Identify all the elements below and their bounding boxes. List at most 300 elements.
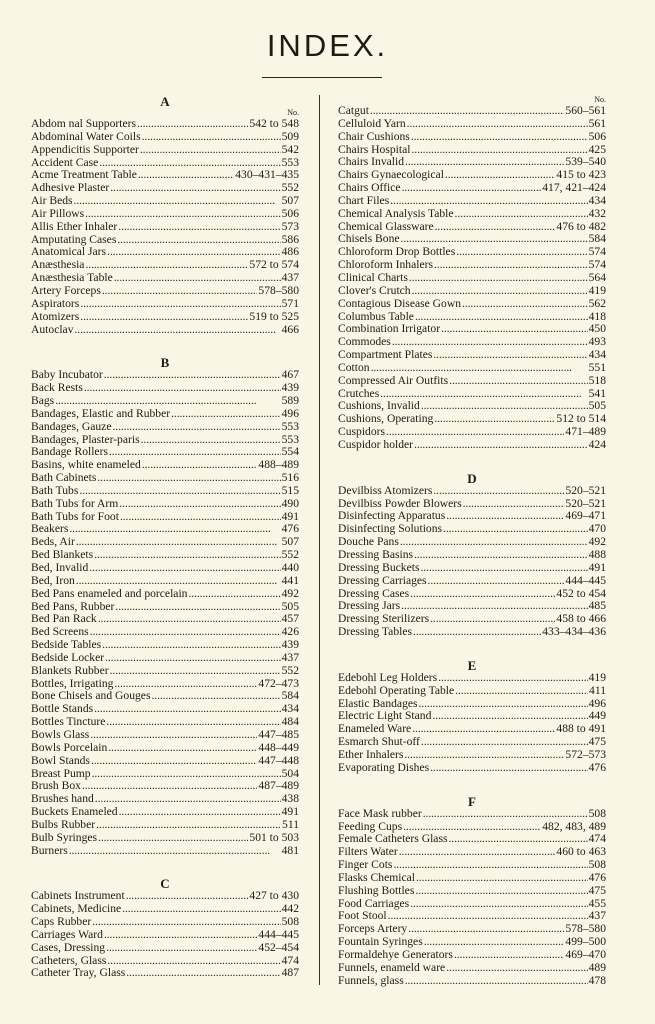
leader-dots	[106, 942, 257, 955]
entry-page: 475	[588, 883, 606, 897]
entry-page: 437	[281, 271, 299, 285]
entry-page: 434	[588, 193, 606, 207]
leader-dots	[456, 246, 587, 259]
index-entry	[338, 105, 606, 118]
entry-name: Bone Chisels and Gouges	[31, 689, 151, 703]
leader-dots	[434, 259, 588, 272]
leader-dots	[92, 768, 281, 781]
entry-page: 430–431–435	[235, 168, 299, 182]
leader-dots	[102, 285, 258, 298]
entry-name: Commodes	[338, 335, 391, 349]
number-column-label: No.	[287, 108, 299, 117]
leader-dots	[115, 601, 280, 614]
index-entry	[338, 272, 606, 285]
entry-page: 474	[588, 832, 606, 846]
entry-page: 437	[281, 650, 299, 664]
index-entry	[31, 208, 299, 221]
entry-name: Bath Tubs for Arm	[31, 496, 119, 510]
index-entry	[31, 967, 299, 980]
entry-page: 574	[588, 258, 606, 272]
entry-page: 449	[588, 709, 606, 723]
entry-name: Bowls Porcelain	[31, 740, 108, 754]
index-entry	[31, 118, 299, 131]
index-entry	[338, 975, 606, 988]
entry-page: 437	[588, 909, 606, 923]
leader-dots	[412, 285, 588, 298]
leader-dots	[446, 962, 587, 975]
index-entry	[31, 195, 299, 208]
leader-dots	[399, 846, 556, 859]
leader-dots	[102, 639, 280, 652]
entry-name: Foot Stool	[338, 909, 387, 923]
entry-page: 553	[281, 155, 299, 169]
entry-page: 508	[588, 806, 606, 820]
entry-name: Columbus Table	[338, 309, 414, 323]
entry-name: Bowl Stands	[31, 753, 90, 767]
title-rule	[262, 77, 382, 78]
entry-name: Chloroform Inhalers	[338, 258, 433, 272]
entry-name: Compressed Air Outfits	[338, 373, 449, 387]
entry-name: Feeding Cups	[338, 819, 403, 833]
entry-page: 493	[588, 335, 606, 349]
leader-dots	[434, 413, 555, 426]
leader-dots	[433, 485, 564, 498]
entry-page: 476	[588, 870, 606, 884]
leader-dots	[91, 755, 257, 768]
entry-name: Abdom nal Supporters	[31, 117, 136, 130]
entry-name: Dressing Cases	[338, 586, 410, 600]
index-entry	[338, 885, 606, 898]
leader-dots	[410, 588, 555, 601]
leader-dots	[98, 613, 281, 626]
leader-dots	[105, 652, 281, 665]
leader-dots	[423, 808, 588, 821]
leader-dots	[435, 221, 556, 234]
entry-name: Face Mask rubber	[338, 806, 422, 820]
index-entry	[338, 131, 606, 144]
entry-page: 425	[588, 142, 606, 156]
entry-page: 509	[281, 129, 299, 143]
entry-page: 415 to 423	[556, 168, 606, 182]
leader-dots	[424, 936, 565, 949]
leader-dots	[126, 967, 280, 980]
index-entry	[338, 872, 606, 885]
entry-name: Enameled Ware	[338, 722, 412, 736]
entry-page: 552	[281, 181, 299, 195]
entry-page: 419	[588, 283, 606, 297]
leader-dots	[404, 749, 564, 762]
entry-name: Disinfecting Apparatus	[338, 509, 446, 523]
entry-name: Esmarch Shut-off	[338, 735, 420, 749]
entry-name: Atomizers	[31, 309, 80, 323]
index-entry	[31, 665, 299, 678]
index-entry	[31, 845, 299, 858]
entry-name: Clover's Crutch	[338, 283, 411, 297]
entry-page: 552	[281, 548, 299, 562]
leader-dots	[84, 382, 281, 395]
entry-page: 571	[281, 296, 299, 310]
entry-name: Fountain Syringes	[338, 935, 423, 949]
leader-dots	[114, 272, 281, 285]
index-entry	[338, 859, 606, 872]
entry-page: 442	[281, 902, 299, 916]
leader-dots	[76, 575, 281, 588]
entry-page: 511	[282, 817, 299, 831]
index-entry	[338, 426, 606, 439]
entry-name: Chairs Hospital	[338, 142, 411, 156]
entry-name: Bedside Tables	[31, 638, 102, 652]
index-entry	[338, 575, 606, 588]
entry-page: 485	[588, 599, 606, 613]
entry-page: 433–434–436	[542, 625, 606, 639]
section-letter: D	[467, 470, 477, 486]
entry-page: 553	[281, 432, 299, 446]
leader-dots	[79, 485, 280, 498]
index-entry	[338, 362, 606, 375]
entry-name: Autoclav	[31, 322, 74, 336]
entry-name: Baby Incubator	[31, 368, 103, 382]
index-entry	[31, 285, 299, 298]
entry-page: 491	[281, 509, 299, 523]
entry-page: 440	[281, 561, 299, 574]
section-letter: C	[160, 876, 170, 892]
entry-page: 469–470	[565, 947, 606, 961]
entry-name: Cotton	[338, 360, 370, 374]
leader-dots	[393, 859, 587, 872]
index-entry	[338, 685, 606, 698]
entry-page: 487	[281, 966, 299, 980]
entry-name: Breast Pump	[31, 766, 91, 780]
entry-name: Bed Blankets	[31, 548, 94, 562]
index-entry	[31, 421, 299, 434]
entry-name: Chairs Gynaecological	[338, 168, 444, 182]
leader-dots	[371, 362, 588, 375]
entry-page: 561	[588, 116, 606, 130]
entry-name: Cabinets Instrument	[31, 889, 125, 903]
entry-page: 448–449	[258, 740, 299, 754]
entry-name: Dressing Tables	[338, 625, 413, 639]
leader-dots	[90, 626, 281, 639]
leader-dots	[388, 910, 588, 923]
leader-dots	[89, 562, 280, 575]
leader-dots	[85, 208, 280, 221]
entry-page: 499–500	[565, 935, 606, 949]
leader-dots	[409, 272, 588, 285]
entry-page: 447–448	[258, 753, 299, 767]
entry-page: 505	[281, 599, 299, 613]
index-entry	[31, 916, 299, 929]
entry-name: Aspirators	[31, 296, 80, 310]
entry-page: 452 to 454	[556, 586, 606, 600]
index-entry	[338, 808, 606, 821]
entry-name: Catgut	[338, 104, 369, 117]
entry-name: Evaporating Dishes	[338, 760, 430, 774]
entry-page: 516	[281, 471, 299, 485]
entry-name: Bed Pans enameled and porcelain	[31, 586, 188, 600]
entry-page: 501 to 503	[249, 830, 299, 844]
entry-name: Anæsthesia Table	[31, 271, 113, 285]
entry-name: Basins, white enameled	[31, 458, 141, 472]
index-entry	[338, 298, 606, 311]
index-entry	[338, 118, 606, 131]
entry-page: 475	[588, 735, 606, 749]
leader-dots	[405, 975, 588, 988]
index-entry	[31, 395, 299, 408]
entry-name: Cabinets, Medicine	[31, 902, 122, 916]
leader-dots	[97, 472, 280, 485]
column-divider	[319, 95, 320, 985]
index-entry	[31, 498, 299, 511]
entry-page: 573	[281, 219, 299, 233]
entry-name: Dressing Jars	[338, 599, 401, 613]
entry-name: Bath Tubs for Foot	[31, 509, 119, 523]
entry-page: 487–489	[258, 779, 299, 793]
leader-dots	[420, 562, 587, 575]
index-entry	[31, 311, 299, 324]
entry-page: 492	[588, 535, 606, 549]
entry-page: 419	[588, 670, 606, 684]
entry-name: Chemical Analysis Table	[338, 206, 454, 220]
entry-page: 506	[281, 206, 299, 220]
entry-name: Devilbiss Powder Blowers	[338, 496, 462, 510]
index-entry	[338, 672, 606, 685]
entry-page: 444–445	[565, 573, 606, 587]
leader-dots	[455, 208, 588, 221]
leader-dots	[107, 955, 280, 968]
leader-dots	[441, 323, 588, 336]
leader-dots	[415, 311, 588, 324]
index-entry	[31, 819, 299, 832]
entry-name: Bath Tubs	[31, 483, 79, 497]
entry-page: 458 to 466	[556, 612, 606, 626]
index-entry	[338, 749, 606, 762]
section-letter: E	[467, 657, 477, 673]
entry-name: Bulbs Rubber	[31, 817, 96, 831]
leader-dots	[445, 169, 555, 182]
leader-dots	[402, 182, 542, 195]
entry-page: 488–489	[258, 458, 299, 472]
index-entry	[31, 408, 299, 421]
entry-page: 589	[281, 394, 299, 408]
entry-page: 520–521	[565, 483, 606, 497]
entry-name: Flasks Chemical	[338, 870, 415, 884]
index-entry	[31, 324, 299, 337]
section-letter: A	[160, 94, 170, 109]
entry-page: 574	[588, 245, 606, 259]
entry-page: 492	[281, 586, 299, 600]
leader-dots	[117, 234, 280, 247]
index-entry	[31, 511, 299, 524]
leader-dots	[69, 523, 280, 536]
entry-name: Bed Pan Rack	[31, 612, 97, 626]
leader-dots	[80, 298, 280, 311]
section-gap	[338, 452, 606, 472]
leader-dots	[95, 793, 281, 806]
entry-name: Bags	[31, 394, 55, 408]
entry-page: 466	[281, 322, 299, 336]
entry-page: 572–573	[565, 747, 606, 761]
leader-dots	[370, 105, 565, 118]
entry-name: Electric Light Stand	[338, 709, 432, 723]
entry-name: Forceps Artery	[338, 922, 408, 936]
entry-page: 488	[588, 548, 606, 561]
index-entry	[31, 755, 299, 768]
leader-dots	[412, 723, 555, 736]
entry-name: Amputating Cases	[31, 232, 117, 246]
entry-page: 491	[281, 805, 299, 819]
entry-page: 507	[281, 535, 299, 549]
entry-page: 476 to 482	[556, 219, 606, 233]
index-entry	[338, 349, 606, 362]
entry-name: Bed, Invalid	[31, 561, 89, 574]
entry-name: Elastic Bandages	[338, 696, 418, 710]
entry-name: Finger Cots	[338, 858, 393, 872]
entry-page: 508	[588, 858, 606, 872]
entry-page: 488 to 491	[556, 722, 606, 736]
index-entry	[31, 652, 299, 665]
entry-page: 411	[589, 683, 606, 697]
entry-page: 508	[281, 915, 299, 929]
entry-name: Bowls Glass	[31, 727, 90, 741]
index-entry	[31, 832, 299, 845]
entry-page: 460 to 463	[556, 845, 606, 859]
entry-name: Chart Files	[338, 193, 390, 207]
entry-page: 482, 483, 489	[542, 819, 606, 833]
entry-page: 515	[281, 483, 299, 497]
leader-dots	[142, 459, 258, 472]
index-entry	[338, 182, 606, 195]
leader-dots	[75, 324, 281, 337]
leader-dots	[151, 690, 280, 703]
entry-name: Beds, Air	[31, 535, 75, 549]
leader-dots	[415, 885, 587, 898]
entry-name: Bandage Rollers	[31, 445, 108, 459]
entry-page: 467	[281, 368, 299, 382]
entry-name: Allis Ether Inhaler	[31, 219, 118, 233]
entry-name: Ether Inhalers	[338, 747, 404, 761]
index-entry	[31, 929, 299, 942]
section-letter: F	[468, 793, 476, 809]
section-gap	[338, 639, 606, 659]
index-entry	[338, 208, 606, 221]
entry-name: Female Catheters Glass	[338, 832, 448, 846]
entry-name: Chisels Bone	[338, 232, 400, 246]
entry-name: Bandages, Elastic and Rubber	[31, 406, 171, 420]
leader-dots	[386, 426, 564, 439]
leader-dots	[400, 536, 588, 549]
section-gap	[31, 857, 299, 877]
leader-dots	[138, 169, 234, 182]
entry-name: Edebohl Operating Table	[338, 683, 455, 697]
section-gap	[338, 775, 606, 795]
entry-name: Formaldehye Generators	[338, 947, 453, 961]
index-entry	[338, 375, 606, 388]
entry-page: 553	[281, 419, 299, 433]
entry-name: Acme Treatment Table	[31, 168, 137, 182]
entry-page: 572 to 574	[249, 258, 299, 272]
entry-name: Combination Irrigator	[338, 322, 441, 336]
leader-dots	[119, 806, 281, 819]
index-entry	[31, 588, 299, 601]
entry-page: 476	[281, 522, 299, 536]
entry-page: 484	[281, 715, 299, 729]
entry-page: 564	[588, 270, 606, 284]
leader-dots	[411, 131, 588, 144]
leader-dots	[82, 780, 257, 793]
leader-dots	[421, 736, 588, 749]
entry-name: Contagious Disease Gown	[338, 296, 462, 310]
entry-name: Brush Box	[31, 779, 81, 793]
entry-name: Dressing Sterilizers	[338, 612, 430, 626]
number-column-label: No.	[594, 95, 606, 104]
entry-page: 518	[588, 373, 606, 387]
entry-page: 562	[588, 296, 606, 310]
leader-dots	[94, 549, 280, 562]
index-entry	[31, 562, 299, 575]
entry-name: Dressing Carriages	[338, 573, 427, 587]
entry-page: 452–454	[258, 940, 299, 954]
entry-page: 476	[588, 760, 606, 774]
entry-name: Dressing Basins	[338, 548, 414, 561]
entry-page: 474	[281, 953, 299, 967]
leader-dots	[119, 498, 280, 511]
index-entry	[31, 742, 299, 755]
entry-page: 469–471	[565, 509, 606, 523]
leader-dots	[141, 434, 281, 447]
entry-name: Abdominal Water Coils	[31, 129, 141, 143]
entry-page: 427 to 430	[249, 889, 299, 903]
leader-dots	[416, 872, 588, 885]
index-entry	[31, 639, 299, 652]
entry-page: 496	[588, 696, 606, 710]
entry-page: 554	[281, 445, 299, 459]
entry-name: Cushions, Invalid	[338, 399, 420, 413]
leader-dots	[414, 549, 588, 562]
entry-page: 418	[588, 309, 606, 323]
index-entry	[338, 962, 606, 975]
leader-dots	[413, 626, 541, 639]
entry-page: 551	[588, 360, 606, 374]
entry-name: Chemical Glassware	[338, 219, 434, 233]
entry-name: Buckets Enameled	[31, 805, 118, 819]
leader-dots	[419, 698, 588, 711]
leader-dots	[98, 832, 248, 845]
leader-dots	[463, 498, 565, 511]
entry-page: 470	[588, 522, 606, 536]
entry-page: 496	[281, 406, 299, 420]
entry-name: Cases, Dressing	[31, 940, 106, 954]
leader-dots	[106, 716, 280, 729]
leader-dots	[126, 890, 249, 903]
entry-page: 472–473	[258, 676, 299, 690]
entry-name: Bottle Stands	[31, 702, 94, 716]
leader-dots	[411, 144, 587, 157]
entry-page: 439	[281, 381, 299, 395]
entry-name: Bed, Iron	[31, 573, 75, 587]
leader-dots	[80, 311, 248, 324]
entry-page: 450	[588, 322, 606, 336]
entry-page: 434	[281, 702, 299, 716]
entry-name: Brushes hand	[31, 792, 94, 806]
index-entry	[31, 575, 299, 588]
index-entry	[31, 221, 299, 234]
leader-dots	[110, 182, 280, 195]
entry-name: Cuspidors	[338, 425, 386, 439]
entry-page: 434	[588, 348, 606, 362]
entry-name: Bed Pans, Rubber	[31, 599, 115, 613]
entry-name: Bottles Tincture	[31, 715, 106, 729]
entry-name: Accident Case	[31, 155, 99, 169]
